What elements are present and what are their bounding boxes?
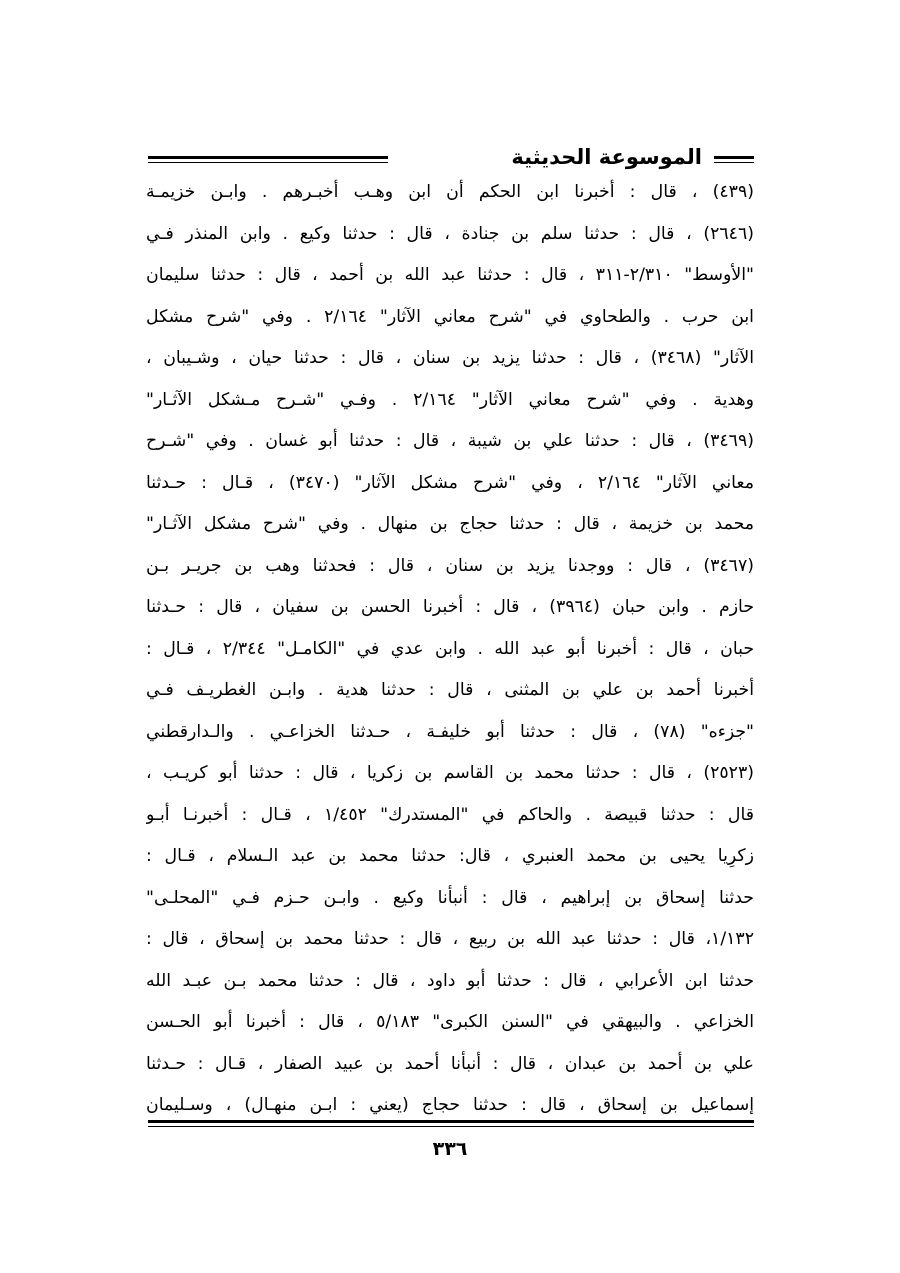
page-number: ٣٣٦: [432, 1138, 468, 1160]
text-line: معاني الآثار" ٢/١٦٤ ، وفي "شرح مشكل الآثار" (٣٤٧٠) ، قـال : حـدثنا: [146, 472, 754, 493]
header-rule-short-thin: [714, 162, 754, 163]
text-line: (٢٦٤٦) ، قال : حدثنا سلم بن جنادة ، قال : حدثنا وكيع . وابن المنذر فـي: [146, 223, 754, 244]
text-line: حازم . وابن حبان (٣٩٦٤) ، قال : أخبرنا الحسن بن سفيان ، قال : حـدثنا: [146, 597, 754, 617]
text-line: محمد بن خزيمة ، قال : حدثنا حجاج بن منهال . وفي "شرح مشكل الآثـار": [146, 514, 754, 534]
running-title: الموسوعة الحديثية: [511, 145, 702, 169]
text-line: (٣٤٦٧) ، قال : ووجدنا يزيد بن سنان ، قال : فحدثنا وهب بن جريـر بـن: [146, 555, 754, 576]
text-line: علي بن أحمد بن عبدان ، قال : أنبأنا أحمد بن عبيد الصفار ، قـال : حـدثنا: [146, 1053, 754, 1074]
text-line: قال : حدثنا قبيصة . والحاكم في "المستدرك" ١/٤٥٢ ، قـال : أخبرنـا أبـو: [146, 804, 754, 825]
header-rule-short-thick: [714, 156, 754, 159]
text-line: ١/١٣٢، قال : حدثنا عبد الله بن ربيع ، قال : حدثنا محمد بن إسحاق ، قال :: [146, 929, 754, 949]
text-line: (٢٥٢٣) ، قال : حدثنا محمد بن القاسم بن زكريا ، قال : حدثنا أبو كريـب ،: [146, 763, 754, 783]
text-line: "جزءه" (٧٨) ، قال : حدثنا أبو خليفـة ، حـدثنا الخزاعـي . والـدارقطني: [146, 721, 754, 742]
footer-rule-thin: [148, 1126, 754, 1127]
text-line: زكرِيا يحيى بن محمد العنبري ، قال: حدثنا محمد بن عبد الـسلام ، قـال :: [146, 846, 754, 866]
text-line: حدثنا إسحاق بن إبراهيم ، قال : أنبأنا وكيع . وابـن حـزم فـي "المحلـى": [146, 887, 754, 908]
text-line: الآثار" (٣٤٦٨) ، قال : حدثنا يزيد بن سنان ، قال : حدثنا حيان ، وشـيبان ،: [146, 348, 754, 368]
text-line: حبان ، قال : أخبرنا أبو عبد الله . وابن عدي في "الكامـل" ٢/٣٤٤ ، قـال :: [146, 638, 754, 659]
text-line: إسماعيل بن إسحاق ، قال : حدثنا حجاج (يعني : ابـن منهـال) ، وسـليمان: [146, 1095, 754, 1115]
text-line: (٤٣٩) ، قال : أخبرنا ابن الحكم أن ابن وهـب أخبـرهم . وابـن خزيمـة: [146, 182, 754, 202]
text-line: حدثنا ابن الأعرابي ، قال : حدثنا أبو داود ، قال : حدثنا محمد بـن عبـد الله: [146, 970, 754, 991]
header-rule-thick: [148, 156, 388, 159]
body-text: [146, 172, 754, 1127]
header-rule-thin: [148, 162, 388, 163]
text-line: أخبرنا أحمد بن علي بن المثنى ، قال : حدثنا هدية . وابـن الغطريـف فـي: [146, 680, 754, 700]
text-line: (٣٤٦٩) ، قال : حدثنا علي بن شيبة ، قال : حدثنا أبو غسان . وفي "شـرح: [146, 431, 754, 451]
footer-rule-thick: [148, 1120, 754, 1123]
text-line: "الأوسط" ٢/٣١٠-٣١١ ، قال : حدثنا عبد الله بن أحمد ، قال : حدثنا سليمان: [146, 265, 754, 285]
text-line: الخزاعي . والبيهقي في "السنن الكبرى" ٥/١٨٣ ، قال : أخبرنا أبو الحـسن: [146, 1012, 754, 1032]
text-line: ابن حرب . والطحاوي في "شرح معاني الآثار" ٢/١٦٤ . وفي "شرح مشكل: [146, 306, 754, 327]
text-line: وهدية . وفي "شرح معاني الآثار" ٢/١٦٤ . وفـي "شـرح مـشكل الآثـار": [146, 389, 754, 410]
